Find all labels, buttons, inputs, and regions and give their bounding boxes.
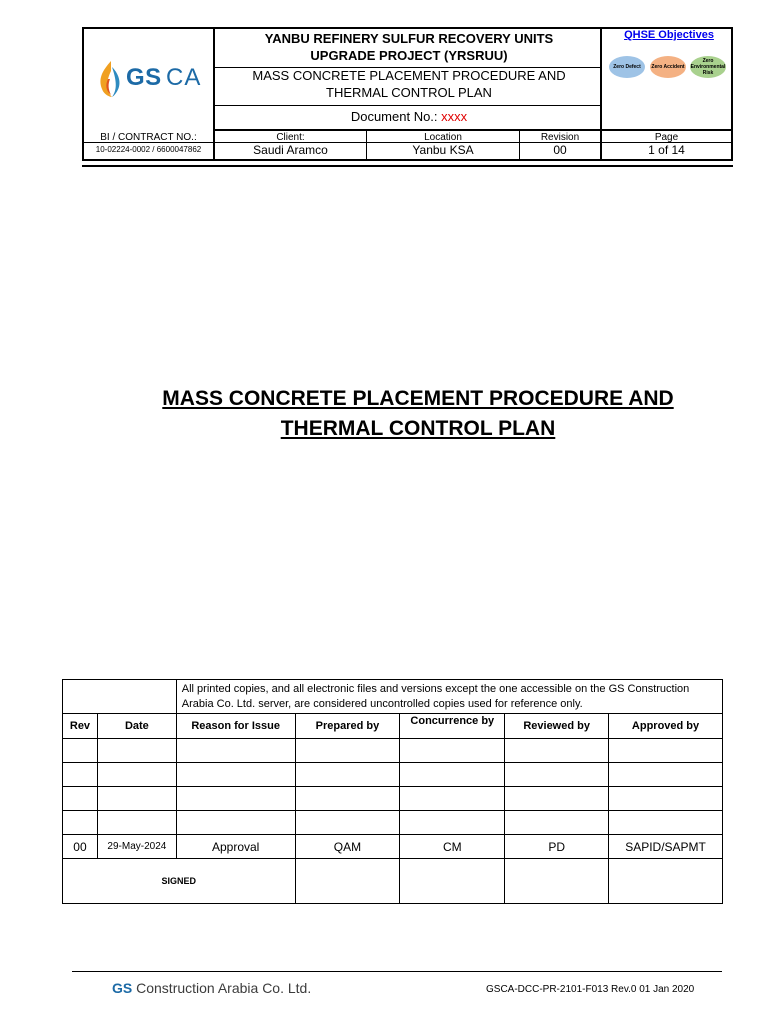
reviewed-cell: PD [505,835,609,859]
table-cell [505,787,609,811]
table-cell [176,763,295,787]
client-value: Saudi Aramco [253,143,328,157]
table-cell [400,739,505,763]
logo-ca-text: CA [166,64,202,91]
document-number-label: Document No.: [350,109,438,124]
project-title-line: UPGRADE PROJECT (YRSRUU) [310,48,508,63]
company-logo [94,59,204,99]
zero-environmental-risk-badge: Zero Environmental Risk [690,58,726,76]
table-cell [609,787,723,811]
divider [215,105,600,106]
page-label: Page [654,132,679,143]
table-cell [63,811,98,835]
approved-cell: SAPID/SAPMT [609,835,723,859]
table-row [63,811,723,835]
revision-table [62,679,723,904]
document-metadata-row [84,130,731,161]
table-row [63,739,723,763]
client-cell [215,130,367,161]
table-cell [176,811,295,835]
column-header: Prepared by [295,714,400,739]
document-title-line: THERMAL CONTROL PLAN [326,85,492,100]
table-cell [97,787,176,811]
column-header: Approved by [609,714,723,739]
table-row [63,680,723,714]
table-cell [295,787,400,811]
reason-cell: Approval [176,835,295,859]
note-spacer-cell [63,680,177,714]
document-title-line: MASS CONCRETE PLACEMENT PROCEDURE AND [252,68,566,83]
contract-cell [84,130,213,161]
table-cell [400,787,505,811]
project-title [216,29,602,72]
main-title-line: THERMAL CONTROL PLAN [280,417,556,440]
table-cell [176,787,295,811]
flame-icon [94,59,128,99]
footer-form-reference: GSCA-DCC-PR-2101-F013 Rev.0 01 Jan 2020 [486,984,695,995]
table-row [63,835,723,859]
table-cell [63,739,98,763]
column-header: Date [97,714,176,739]
table-cell [63,763,98,787]
table-row [63,763,723,787]
revision-cell [520,130,602,161]
footer-company-gs: GS [112,980,133,996]
column-header: Reason for Issue [176,714,295,739]
table-cell [400,763,505,787]
table-cell [97,739,176,763]
client-label: Client: [276,132,305,143]
rev-cell: 00 [63,835,98,859]
prepared-cell: QAM [295,835,400,859]
table-cell [609,739,723,763]
signature-cell [295,859,400,904]
table-cell [609,763,723,787]
column-header: Reviewed by [505,714,609,739]
signature-cell [400,859,505,904]
column-header: Concurrence by [400,714,505,739]
date-cell: 29-May-2024 [97,835,176,859]
revision-value: 00 [553,143,567,157]
logo-gs-text: GS [126,64,162,91]
document-number [216,109,602,124]
header-underline [82,165,733,167]
table-cell [505,811,609,835]
table-cell [97,811,176,835]
concurrence-cell: CM [400,835,505,859]
table-cell [295,763,400,787]
footer-company-name: Construction Arabia Co. Ltd. [132,980,312,996]
document-number-value: xxxx [441,109,468,124]
table-cell [505,763,609,787]
table-cell [63,787,98,811]
page-value: 1 of 14 [648,143,685,157]
main-title-line: MASS CONCRETE PLACEMENT PROCEDURE AND [162,387,674,410]
table-cell [295,739,400,763]
zero-accident-badge: Zero Accident [650,56,686,78]
contract-value: 10-02224-0002 / 6600047862 [95,145,202,154]
column-header: Rev [63,714,98,739]
footer-rule [72,971,722,972]
footer-company [112,980,311,996]
revision-label: Revision [540,132,580,143]
qhse-objectives-link[interactable]: QHSE Objectives [624,29,714,41]
page-cell [602,130,731,161]
uncontrolled-copy-note: All printed copies, and all electronic files and versions except the one accessible on the GS Construction Arabia Co. Ltd. server, are considered uncontrolled copies used for reference only. [176,680,722,714]
location-cell [367,130,520,161]
table-header-row [63,714,723,739]
signed-label: SIGNED [63,859,296,904]
contract-label: BI / CONTRACT NO.: [100,132,197,143]
signature-row [63,859,723,904]
table-cell [295,811,400,835]
location-label: Location [424,132,462,143]
signature-cell [505,859,609,904]
document-header [82,27,733,161]
table-cell [97,763,176,787]
zero-defect-badge: Zero Defect [609,56,645,78]
table-cell [400,811,505,835]
table-cell [505,739,609,763]
document-title [216,67,602,105]
table-cell [609,811,723,835]
table-row [63,787,723,811]
main-title [110,384,726,444]
table-cell [176,739,295,763]
project-title-line: YANBU REFINERY SULFUR RECOVERY UNITS [264,31,554,46]
signature-cell [609,859,723,904]
location-value: Yanbu KSA [412,143,474,157]
